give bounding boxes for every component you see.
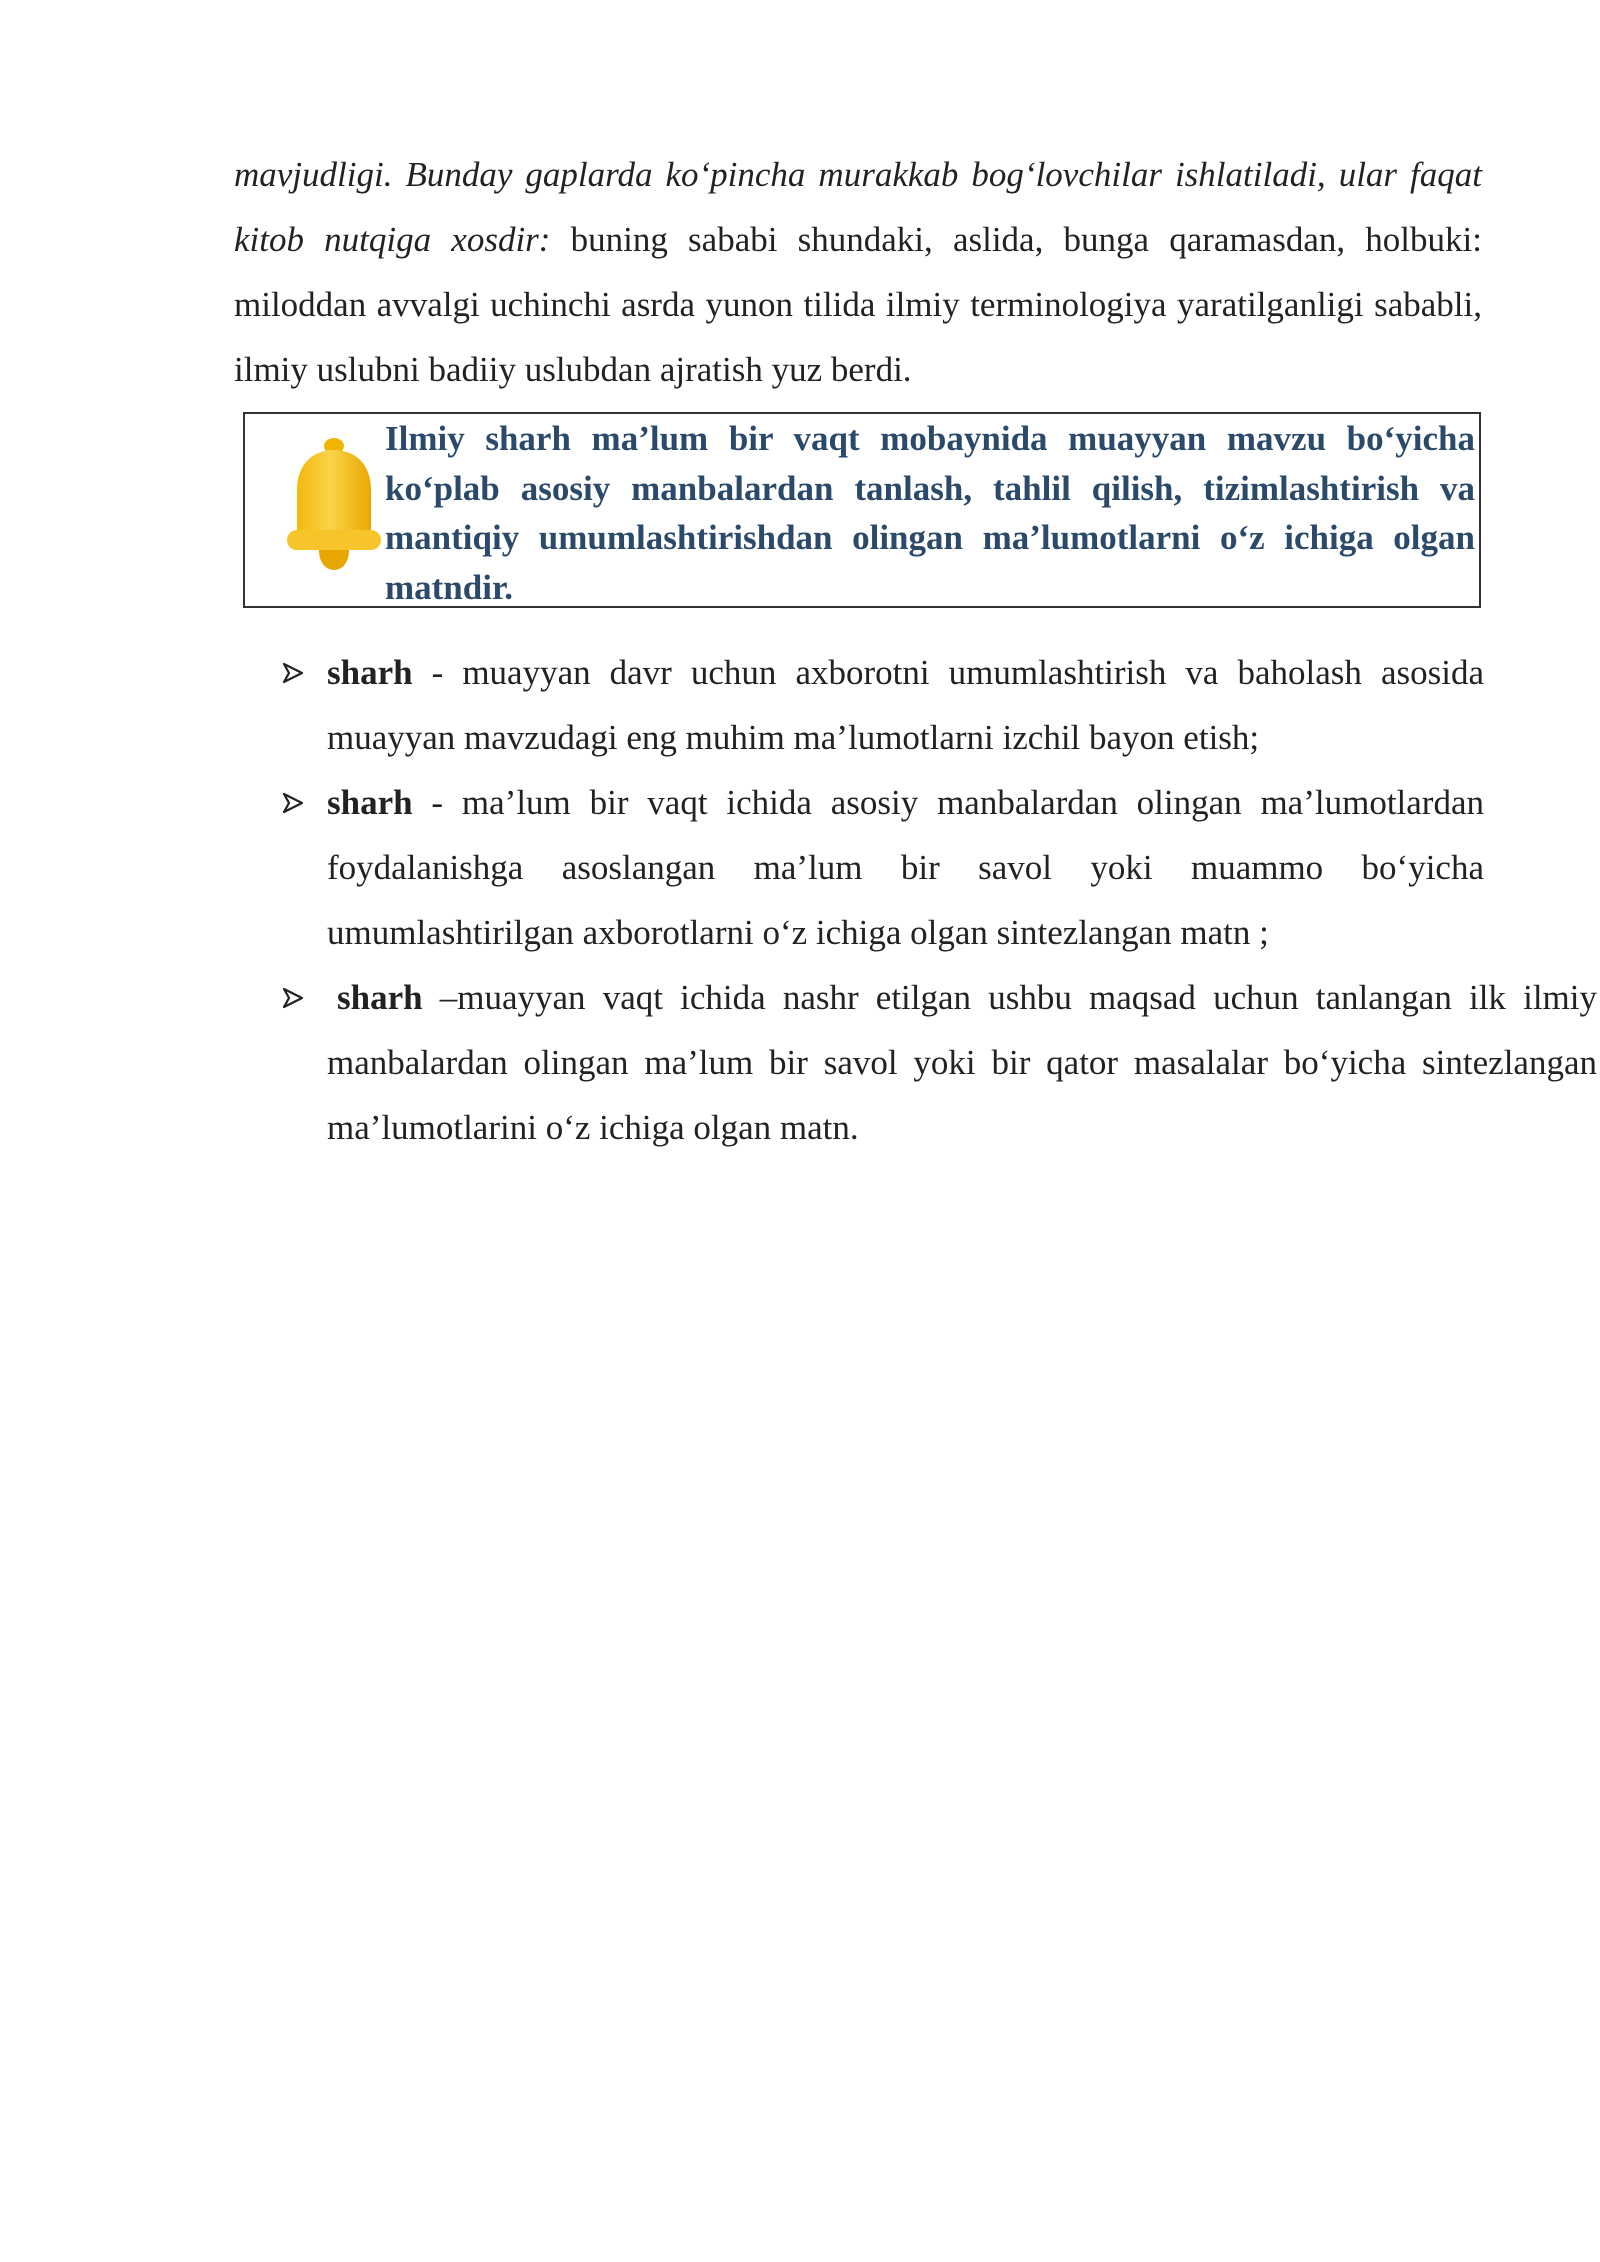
- bell-icon: [279, 432, 389, 582]
- list-item: [234, 640, 1484, 770]
- document-page: [234, 0, 1482, 389]
- definition-bullet-list: [234, 640, 1597, 1160]
- bullet-text: –muayyan vaqt ichida nashr etilgan ushbu maqsad uchun tanlangan ilk ilmiy manbalardan olingan ma’lum bir savol yoki bir qator masalalar bo‘yicha sintezlangan ma’lumotlarini o‘z ichiga olgan matn.: [327, 978, 1597, 1147]
- paragraph-italic-text: mavjudligi. Bunday gaplarda ko‘pincha murakkab bog‘lovchilar ishlatiladi, ular faqat kitob nutqiga xosdir:: [234, 155, 1482, 259]
- bullet-term: sharh: [327, 653, 413, 692]
- bullet-term: sharh: [337, 978, 423, 1017]
- arrowhead-bullet-icon: [282, 662, 304, 684]
- paragraph-regular-text: buning sababi shundaki, aslida, bunga qaramasdan, holbuki: miloddan avvalgi uchinchi asrda yunon tilida ilmiy terminologiya yaratilganligi sababli, ilmiy uslubni badiiy uslubdan ajratish yuz berdi.: [234, 220, 1482, 389]
- arrowhead-bullet-icon: [282, 987, 304, 1009]
- arrowhead-bullet-icon: [282, 792, 304, 814]
- callout-definition-text: Ilmiy sharh ma’lum bir vaqt mobaynida muayyan mavzu bo‘yicha ko‘plab asosiy manbalardan tanlash, tahlil qilish, tizimlashtirish va mantiqiy umumlashtirishdan olingan ma’lumotlarni o‘z ichiga olgan matndir.: [385, 419, 1475, 607]
- list-item: [234, 965, 1597, 1160]
- bullet-text: - muayyan davr uchun axborotni umumlashtirish va baholash asosida muayyan mavzudagi eng muhim ma’lumotlarni izchil bayon etish;: [327, 653, 1484, 757]
- bullet-term: sharh: [327, 783, 413, 822]
- list-item: [234, 770, 1484, 965]
- body-paragraph: [234, 142, 1482, 402]
- bullet-text: - ma’lum bir vaqt ichida asosiy manbalardan olingan ma’lumotlardan foydalanishga asoslangan ma’lum bir savol yoki muammo bo‘yicha umumlashtirilgan axborotlarni o‘z ichiga olgan sintezlangan matn ;: [327, 783, 1484, 952]
- definition-callout-box: [243, 412, 1481, 608]
